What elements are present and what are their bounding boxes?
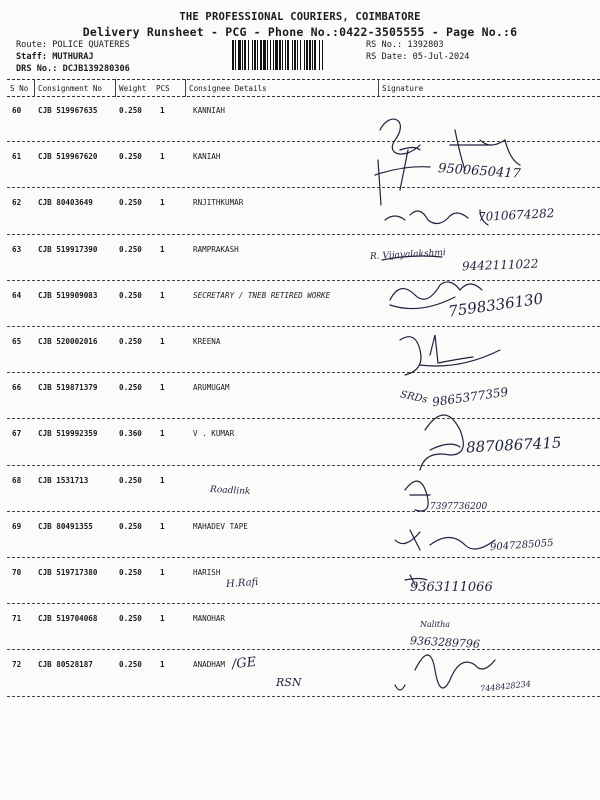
consignee-cell: ANADHAM (193, 660, 226, 670)
column-header-pcs: PCS (156, 84, 170, 93)
pcs-cell: 1 (160, 198, 165, 208)
sno-cell: 70 (12, 568, 22, 577)
column-header-consignee: Consignee Details (189, 84, 267, 93)
pcs-cell: 1 (160, 290, 165, 300)
weight-cell: 0.250 (119, 383, 142, 393)
staff-label: Staff: MUTHURAJ (16, 52, 94, 62)
consignment-cell: CJB 519717380 (38, 568, 98, 577)
rs-number: RS No.: 1392803 (366, 40, 444, 50)
consignee-cell: KREENA (193, 337, 221, 346)
signature-67 (420, 415, 463, 470)
pcs-cell: 1 (160, 521, 165, 531)
handwritten-phone: 7010674282 (477, 206, 555, 224)
signature-65 (400, 335, 500, 375)
column-divider (34, 79, 35, 97)
weight-cell: 0.250 (119, 106, 142, 115)
handwritten-phone: 9363289796 (409, 634, 481, 651)
handwritten-phone: 9363111066 (410, 580, 493, 595)
consignee-cell: MAHADEV TAPE (193, 521, 248, 531)
weight-cell: 0.250 (119, 244, 142, 254)
sno-cell: 68 (12, 475, 22, 485)
column-header-weight: Weight (119, 84, 147, 93)
handwritten-mark: /GE (231, 654, 257, 673)
signature-70 (405, 575, 427, 585)
consignment-cell: CJB 1531713 (38, 475, 89, 485)
weight-cell: 0.250 (119, 614, 142, 624)
column-header-consignment: Consignment No (38, 84, 103, 93)
handwritten-name: Nalitha (420, 620, 451, 629)
sno-cell: 61 (12, 152, 22, 162)
handwritten-phone: 9047285055 (489, 537, 554, 554)
sno-cell: 62 (12, 198, 22, 208)
column-divider (185, 79, 186, 97)
consignee-cell: V . KUMAR (193, 429, 235, 439)
sno-cell: 60 (12, 106, 22, 115)
handwritten-phone: 9442111022 (461, 256, 539, 274)
handwritten-phone: 7448428234 (479, 679, 532, 694)
weight-cell: 0.250 (119, 290, 142, 300)
pcs-cell: 1 (160, 383, 165, 393)
handwritten-name: H.Rafi (225, 576, 259, 591)
handwritten-phone: 9500650417 (437, 161, 522, 182)
drs-number: DRS No.: DCJB139280306 (16, 64, 130, 74)
pcs-cell: 1 (160, 475, 165, 485)
column-header-sno: S No (10, 84, 29, 93)
handwritten-mark: RSN (276, 676, 302, 689)
pcs-cell: 1 (160, 337, 165, 346)
handwritten-phone: 7397736200 (430, 502, 488, 512)
company-title: THE PROFESSIONAL COURIERS, COIMBATORE (179, 11, 421, 23)
barcode-bar (323, 40, 324, 70)
consignment-cell: CJB 519992359 (38, 429, 98, 439)
header-top-rule (7, 79, 600, 80)
header-bottom-rule (7, 96, 600, 97)
consignment-cell: CJB 80403649 (38, 198, 93, 208)
handwritten-phone: 9865377359 (431, 384, 509, 410)
handwritten-name: Roadlink (209, 484, 251, 498)
consignee-cell: MANOHAR (193, 614, 226, 624)
consignment-cell: CJB 520002016 (38, 337, 98, 346)
consignment-cell: CJB 80528187 (38, 660, 93, 670)
signature-68 (405, 481, 430, 511)
consignee-cell: RAMPRAKASH (193, 244, 239, 254)
sno-cell: 71 (12, 614, 22, 624)
consignment-cell: CJB 519871379 (38, 383, 98, 393)
weight-cell: 0.250 (119, 660, 142, 670)
signature-64 (390, 282, 482, 309)
sno-cell: 69 (12, 521, 22, 531)
sno-cell: 66 (12, 383, 22, 393)
pcs-cell: 1 (160, 106, 165, 115)
sno-cell: 63 (12, 244, 22, 254)
consignment-cell: CJB 519967635 (38, 106, 98, 115)
signature-60 (380, 119, 520, 170)
consignment-cell: CJB 519967620 (38, 152, 98, 162)
weight-cell: 0.250 (119, 521, 142, 531)
route-label: Route: POLICE QUATERES (16, 40, 130, 50)
sno-cell: 64 (12, 290, 22, 300)
consignee-cell: SECRETARY / TNEB RETIRED WORKE (193, 290, 331, 300)
consignment-cell: CJB 519917390 (38, 244, 98, 254)
consignee-cell: RNJITHKUMAR (193, 198, 244, 208)
weight-cell: 0.250 (119, 475, 142, 485)
column-divider (378, 79, 379, 97)
sno-cell: 67 (12, 429, 22, 439)
consignee-cell: KANNIAH (193, 106, 226, 115)
handwritten-phone: 7598336130 (447, 289, 545, 321)
weight-cell: 0.250 (119, 198, 142, 208)
weight-cell: 0.360 (119, 429, 142, 439)
signature-63 (382, 256, 442, 260)
weight-cell: 0.250 (119, 568, 142, 577)
barcode (232, 40, 357, 70)
sno-cell: 72 (12, 660, 22, 670)
pcs-cell: 1 (160, 429, 165, 439)
sno-cell: 65 (12, 337, 22, 346)
signature-scribbles (370, 100, 600, 700)
pcs-cell: 1 (160, 244, 165, 254)
weight-cell: 0.250 (119, 152, 142, 162)
signature-61 (375, 150, 430, 205)
signature-69 (395, 530, 495, 550)
runsheet-subtitle: Delivery Runsheet - PCG - Phone No.:0422-3505555 - Page No.:6 (82, 25, 518, 39)
handwritten-name: SRDs (399, 389, 429, 406)
pcs-cell: 1 (160, 568, 165, 577)
pcs-cell: 1 (160, 660, 165, 670)
consignee-cell: ARUMUGAM (193, 383, 230, 393)
column-divider (115, 79, 116, 97)
handwritten-phone: 8870867415 (465, 433, 562, 457)
consignment-cell: CJB 519909083 (38, 290, 98, 300)
weight-cell: 0.250 (119, 337, 142, 346)
pcs-cell: 1 (160, 614, 165, 624)
signature-62 (385, 210, 488, 225)
consignment-cell: CJB 519704068 (38, 614, 98, 624)
rs-date: RS Date: 05-Jul-2024 (366, 52, 470, 62)
column-header-signature: Signature (382, 84, 424, 93)
signature-72 (395, 655, 495, 690)
pcs-cell: 1 (160, 152, 165, 162)
consignee-cell: KANIAH (193, 152, 221, 162)
handwritten-name: R. Vijayalakshmi (369, 248, 447, 262)
consignee-cell: HARISH (193, 568, 221, 577)
consignment-cell: CJB 80491355 (38, 521, 93, 531)
